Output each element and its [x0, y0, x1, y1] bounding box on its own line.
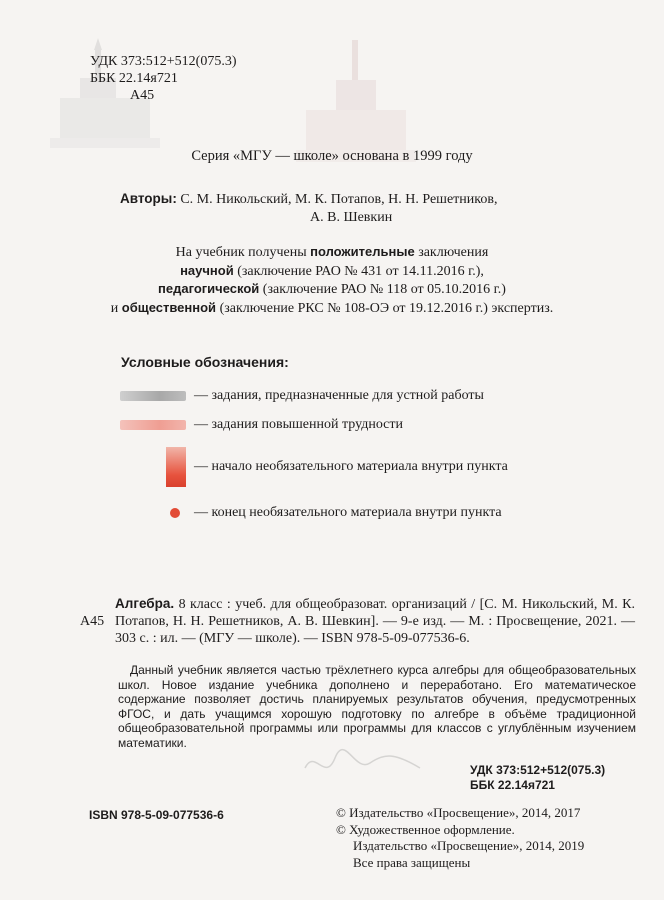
reviews-text: (заключение РКС № 108-ОЭ от 19.12.2016 г.) экспертиз.	[216, 300, 554, 316]
reviews-text: На учебник получены	[175, 245, 311, 260]
reviews-text: заключения	[414, 245, 489, 260]
legend-text: — задания повышенной трудности	[194, 417, 403, 432]
copyright-line-3: Издательство «Просвещение», 2014, 2019	[353, 838, 585, 853]
isbn: ISBN 978-5-09-077536-6	[89, 808, 224, 822]
copyright-line-4: Все права защищены	[353, 854, 471, 870]
authors-line-2: А. В. Шевкин	[310, 210, 393, 225]
authors	[120, 190, 497, 227]
legend-item-optional-end	[120, 505, 502, 521]
udk-block	[90, 53, 237, 104]
biblio-author-mark: А45	[80, 614, 105, 629]
authors-label: Авторы:	[120, 191, 177, 206]
reviews-statement	[0, 243, 664, 317]
copyright-line-1: © Издательство «Просвещение», 2014, 2017	[336, 805, 581, 820]
udk-line: УДК 373:512+512(075.3)	[90, 54, 237, 69]
biblio-title: Алгебра.	[115, 596, 175, 611]
reviews-text: (заключение РАО № 118 от 05.10.2016 г.)	[259, 282, 506, 297]
legend-title: Условные обозначения:	[121, 354, 289, 370]
legend-text: — начало необязательного материала внутри пункта	[194, 459, 508, 474]
hard-task-marker-icon	[120, 420, 186, 430]
annotation: Данный учебник является частью трёхлетнего курса алгебры для общеобразовательных школ. Новое издание учебника дополнено и переработано. Его математическое содержание позволяет достичь планируемых результатов обучения, предусмотренных ФГОС, и дать учащимся хорошую подготовку по алгебре в объёме традиционной общеобразовательной программы или программы для классов с углублённым изучением математики.	[118, 663, 636, 750]
reviews-text: и	[110, 300, 122, 316]
copyright-block	[336, 805, 584, 871]
authors-line-1: С. М. Никольский, М. К. Потапов, Н. Н. Решетников,	[180, 192, 498, 207]
legend-item-optional-start	[120, 447, 508, 487]
udk-bottom	[470, 763, 605, 793]
reviews-bold: общественной	[121, 299, 217, 315]
author-mark: А45	[130, 88, 155, 103]
pencil-signature	[300, 738, 430, 788]
udk-bottom-line: УДК 373:512+512(075.3)	[470, 763, 606, 777]
bbk-line: ББК 22.14я721	[90, 71, 178, 86]
legend-item-oral	[120, 388, 484, 404]
series-line: Серия «МГУ — школе» основана в 1999 году	[191, 148, 473, 164]
optional-start-marker-icon	[166, 447, 186, 487]
biblio-text: 8 класс : учеб. для общеобразоват. организаций / [С. М. Никольский, М. К. Потапов, Н. Н. Решетников, А. В. Шевкин]. — 9-е изд. — М. : Просвещение, 2021. — 303 с. : ил. — (МГУ — школе). — ISBN 978-5-09-077536-6.	[115, 597, 635, 646]
legend-item-hard	[120, 417, 403, 433]
optional-end-dot-icon	[170, 508, 180, 518]
oral-task-marker-icon	[120, 391, 186, 401]
reviews-bold: педагогической	[158, 281, 260, 296]
bibliographic-record	[80, 595, 635, 647]
reviews-bold: положительные	[310, 244, 415, 259]
bbk-bottom-line: ББК 22.14я721	[470, 778, 555, 792]
reviews-bold: научной	[180, 262, 234, 278]
legend-text: — задания, предназначенные для устной работы	[194, 388, 484, 403]
legend-text: — конец необязательного материала внутри пункта	[194, 505, 502, 520]
copyright-line-2: © Художественное оформление.	[336, 821, 515, 837]
reviews-text: (заключение РАО № 431 от 14.11.2016 г.),	[233, 263, 484, 279]
